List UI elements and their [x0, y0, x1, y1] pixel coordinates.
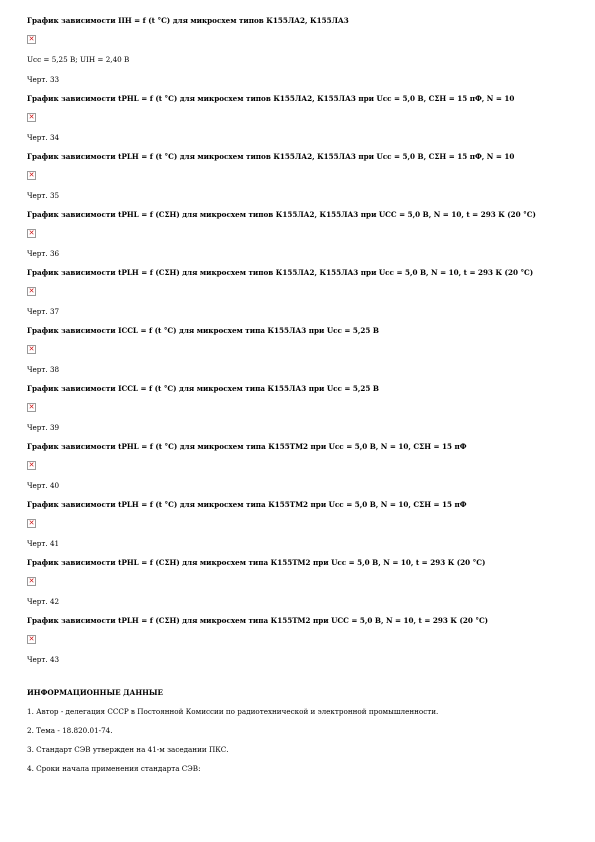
broken-image-icon: ✕ [28, 113, 35, 121]
broken-image-icon: ✕ [28, 229, 35, 237]
info-item: 3. Стандарт СЭВ утвержден на 41-м заседании ПКС. [27, 745, 229, 754]
broken-image-icon: ✕ [28, 635, 35, 643]
graph-title: График зависимости tPLH = f (CΣH) для микросхем типа К155ТМ2 при UCC = 5,0 В, N = 10, t = 293 К (20 °С) [27, 616, 489, 625]
graph-title: График зависимости tPLH = f (CΣH) для микросхем типов К155ЛА2, К155ЛА3 при Ucc = 5,0 В, N = 10, t = 293 К (20 °С) [27, 268, 534, 277]
info-item: 2. Тема - 18.820.01-74. [27, 726, 113, 735]
chart-caption: Черт. 38 [27, 365, 60, 374]
broken-image-icon: ✕ [28, 403, 35, 411]
graph-list [27, 94, 567, 664]
graph-conditions: Ucc = 5,25 В; UIH = 2,40 В [27, 55, 130, 64]
chart-caption: Черт. 35 [27, 191, 60, 200]
graph-title: График зависимости tPLH = f (t °C) для микросхем типа К155ТМ2 при Ucc = 5,0 В, N = 10, CΣH = 15 пФ [27, 500, 467, 509]
graph-title: График зависимости ICCL = f (t °C) для микросхем типа К155ЛА3 при Ucc = 5,25 В [27, 384, 379, 393]
chart-caption: Черт. 39 [27, 423, 60, 432]
chart-caption: Черт. 41 [27, 539, 60, 548]
chart-caption: Черт. 42 [27, 597, 60, 606]
document-page [27, 16, 567, 773]
broken-image-icon: ✕ [28, 461, 35, 469]
info-item: 4. Сроки начала применения стандарта СЭВ: [27, 764, 201, 773]
chart-caption: Черт. 34 [27, 133, 60, 142]
graph-title: График зависимости tPHL = f (CΣH) для микросхем типа К155ТМ2 при Ucc = 5,0 В, N = 10, t = 293 К (20 °С) [27, 558, 486, 567]
chart-caption: Черт. 36 [27, 249, 60, 258]
broken-image-icon: ✕ [28, 287, 35, 295]
broken-image-icon: ✕ [28, 171, 35, 179]
graph-title: График зависимости tPHL = f (CΣH) для микросхем типов К155ЛА2, К155ЛА3 при UCC = 5,0 В, N = 10, t = 293 К (20 °С) [27, 210, 536, 219]
info-item: 1. Автор - делегация СССР в Постоянной Комиссии по радиотехнической и электронной промышленности. [27, 707, 439, 716]
broken-image-icon: ✕ [28, 577, 35, 585]
graph-title: График зависимости IIH = f (t °C) для микросхем типов К155ЛА2, К155ЛА3 [27, 16, 349, 25]
graph-title: График зависимости ICCL = f (t °C) для микросхем типа К155ЛА3 при Ucc = 5,25 В [27, 326, 379, 335]
chart-caption: Черт. 37 [27, 307, 60, 316]
broken-image-icon: ✕ [28, 345, 35, 353]
graph-title: График зависимости tPLH = f (t °C) для микросхем типов К155ЛА2, К155ЛА3 при Ucc = 5,0 В, CΣH = 15 пФ, N = 10 [27, 152, 515, 161]
chart-caption: Черт. 43 [27, 655, 60, 664]
chart-caption: Черт. 40 [27, 481, 60, 490]
info-heading: ИНФОРМАЦИОННЫЕ ДАННЫЕ [27, 688, 164, 697]
broken-image-icon: ✕ [28, 35, 35, 43]
broken-image-icon: ✕ [28, 519, 35, 527]
graph-title: График зависимости tPHL = f (t °C) для микросхем типа К155ТМ2 при Ucc = 5,0 В, N = 10, CΣH = 15 пФ [27, 442, 467, 451]
chart-caption: Черт. 33 [27, 75, 60, 84]
graph-title: График зависимости tPHL = f (t °C) для микросхем типов К155ЛА2, К155ЛА3 при Ucc = 5,0 В, CΣH = 15 пФ, N = 10 [27, 94, 515, 103]
